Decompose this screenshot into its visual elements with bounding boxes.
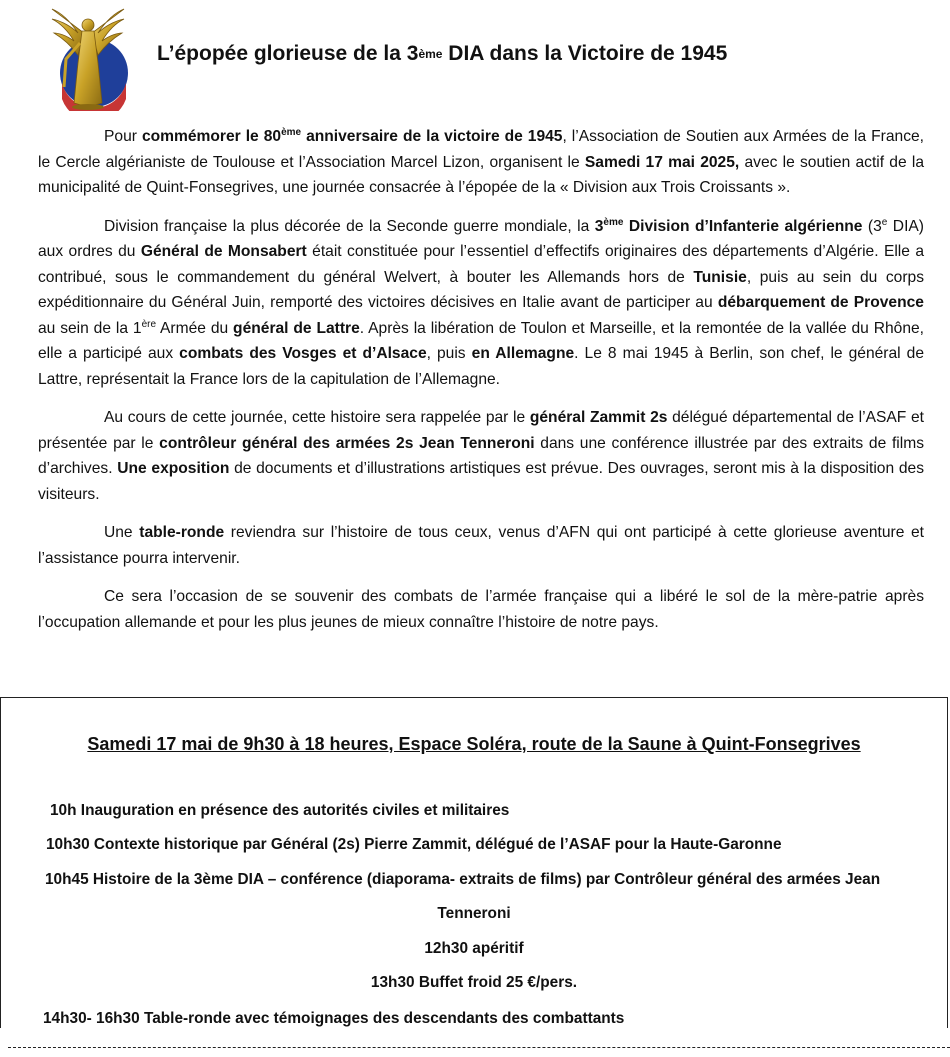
dashed-cut-line: [8, 1047, 950, 1048]
program-item: 13h30 Buffet froid 25 €/pers.: [370, 974, 578, 991]
paragraph-1: Pour commémorer le 80ème anniversaire de la victoire de 1945, l’Association de Soutien aux Armées de la France, le Cercle algérianiste de Toulouse et l’Association Marcel Lizon, organisent le Samedi 17 mai 2025, avec le soutien actif de la municipalité de Quint-Fonsegrives, une journée consacrée à l’épopée de la « Division aux Trois Croissants ».: [38, 126, 925, 196]
program-item: Tenneroni: [437, 905, 511, 922]
program-item: 12h30 apéritif: [424, 940, 524, 957]
paragraph-4: Une table-ronde reviendra sur l’histoire de tous ceux, venus d’AFN qui ont participé à cette glorieuse aventure et l’assistance pourra intervenir.: [38, 524, 924, 567]
program-item: 14h30- 16h30 Table-ronde avec témoignages des descendants des combattants: [43, 1010, 625, 1027]
article-body: [38, 124, 924, 648]
program-item: 10h Inauguration en présence des autorités civiles et militaires: [50, 802, 510, 819]
program-item: 10h45 Histoire de la 3ème DIA – conférence (diaporama- extraits de films) par Contrôleur général des armées Jean: [45, 871, 881, 888]
paragraph-2: Division française la plus décorée de la Seconde guerre mondiale, la 3ème Division d’Infanterie algérienne (3e DIA) aux ordres du Général de Monsabert était constituée pour l’essentiel d’effectifs originaires des départements d’Algérie. Elle a contribué, sous le commandement du général Welvert, à bouter les Allemands hors de Tunisie, puis au sein du corps expéditionnaire du Général Juin, remporté des victoires décisives en Italie avant de participer au débarquement de Provence au sein de la 1ère Armée du général de Lattre. Après la libération de Toulon et Marseille, et la remontée de la vallée du Rhône, elle a participé aux combats des Vosges et d’Alsace, puis en Allemagne. Le 8 mai 1945 à Berlin, son chef, le général de Lattre, représentait la France lors de la capitulation de l’Allemagne.: [38, 216, 925, 388]
program-title: Samedi 17 mai de 9h30 à 18 heures, Espace Soléra, route de la Saune à Quint-Fonsegrives: [87, 734, 861, 754]
page-title: L’épopée glorieuse de la 3ème DIA dans la Victoire de 1945: [157, 42, 728, 65]
program-item: 10h30 Contexte historique par Général (2s) Pierre Zammit, délégué de l’ASAF pour la Haute-Garonne: [46, 836, 782, 853]
victory-figure-icon: [44, 3, 132, 111]
paragraph-5: Ce sera l’occasion de se souvenir des combats de l’armée française qui a libéré le sol de la mère-patrie après l’occupation allemande et pour les plus jeunes de mieux connaître l’histoire de notre pays.: [38, 588, 924, 631]
paragraph-3: Au cours de cette journée, cette histoire sera rappelée par le général Zammit 2s délégué départemental de l’ASAF et présentée par le contrôleur général des armées 2s Jean Tenneroni dans une conférence illustrée par des extraits de films d’archives. Une exposition de documents et d’illustrations artistiques est prévue. Des ouvrages, seront mis à la disposition des visiteurs.: [38, 409, 924, 503]
program-box: [0, 697, 948, 1028]
emblem-insignia: [44, 3, 132, 111]
